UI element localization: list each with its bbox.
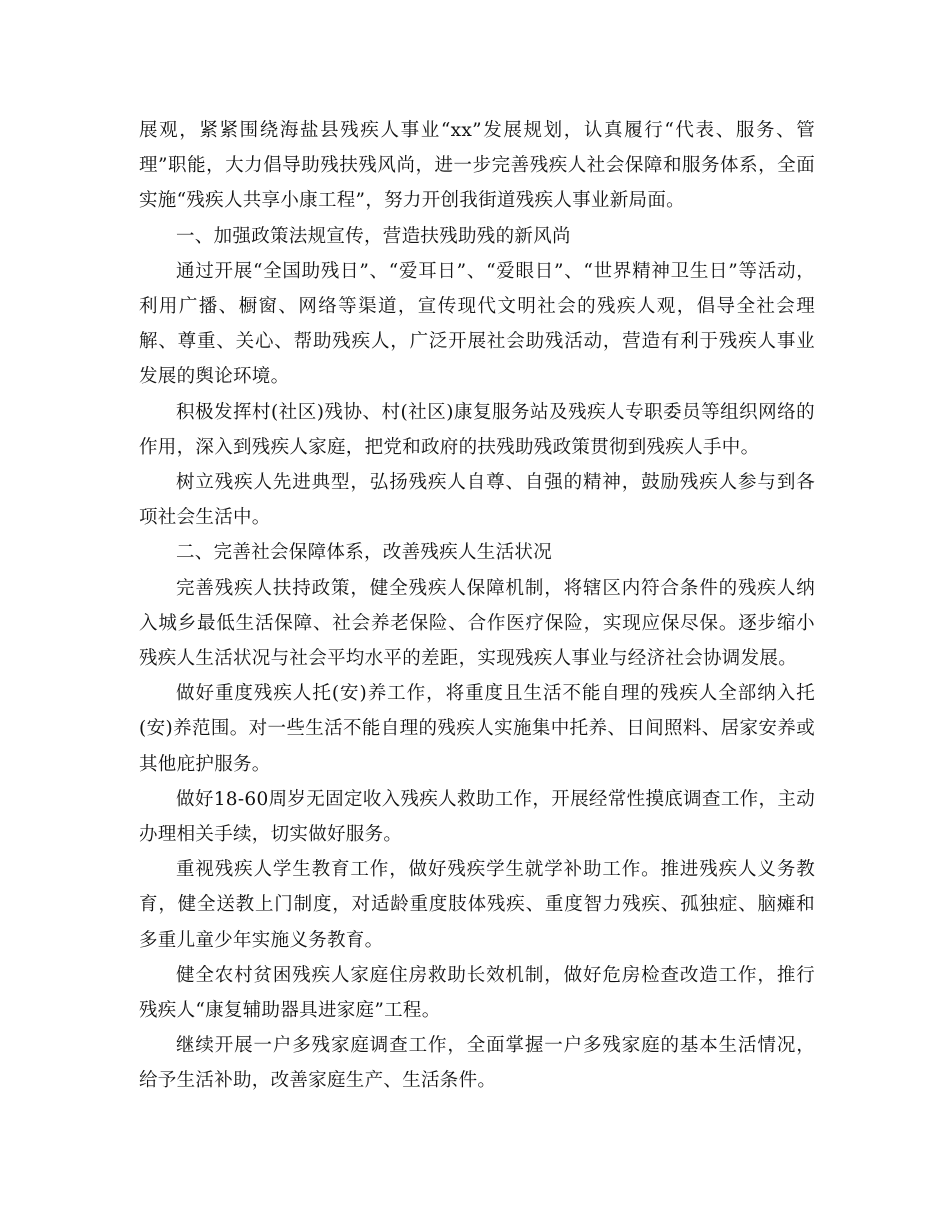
paragraph: 完善残疾人扶持政策，健全残疾人保障机制，将辖区内符合条件的残疾人纳入城乡最低生活保障、社会养老保险、合作医疗保险，实现应保尽保。逐步缩小残疾人生活状况与社会平均水平的差距，实现残疾人事业与经济社会协调发展。 (139, 577, 815, 670)
paragraph-continuation: 展观，紧紧围绕海盐县残疾人事业“xx”发展规划，认真履行“代表、服务、管理”职能，大力倡导助残扶残风尚，进一步完善残疾人社会保障和服务体系，全面实施“残疾人共享小康工程”，努力开创我街道残疾人事业新局面。 (139, 120, 815, 212)
paragraph: 积极发挥村(社区)残协、村(社区)康复服务站及残疾人专职委员等组织网络的作用，深入到残疾人家庭，把党和政府的扶残助残政策贯彻到残疾人手中。 (139, 401, 815, 458)
section-heading-1: 一、加强政策法规宣传，营造扶残助残的新风尚 (176, 225, 571, 247)
section-heading-2: 二、完善社会保障体系，改善残疾人生活状况 (176, 542, 553, 564)
paragraph: 通过开展“全国助残日”、“爱耳日”、“爱眼日”、“世界精神卫生日”等活动，利用广播、橱窗、网络等渠道，宣传现代文明社会的残疾人观，倡导全社会理解、尊重、关心、帮助残疾人，广泛开展社会助残活动，营造有利于残疾人事业发展的舆论环境。 (139, 260, 815, 388)
paragraph: 重视残疾人学生教育工作，做好残疾学生就学补助工作。推进残疾人义务教育，健全送教上门制度，对适龄重度肢体残疾、重度智力残疾、孤独症、脑瘫和多重儿童少年实施义务教育。 (139, 859, 815, 951)
paragraph: 做好18-60周岁无固定收入残疾人救助工作，开展经常性摸底调查工作，主动办理相关手续，切实做好服务。 (139, 788, 815, 846)
paragraph: 继续开展一户多残家庭调查工作，全面掌握一户多残家庭的基本生活情况，给予生活补助，改善家庭生产、生活条件。 (139, 1035, 815, 1092)
paragraph: 树立残疾人先进典型，弘扬残疾人自尊、自强的精神，鼓励残疾人参与到各项社会生活中。 (139, 472, 815, 529)
paragraph: 健全农村贫困残疾人家庭住房救助长效机制，做好危房检查改造工作，推行残疾人“康复辅助器具进家庭”工程。 (139, 964, 815, 1022)
paragraph: 做好重度残疾人托(安)养工作，将重度且生活不能自理的残疾人全部纳入托(安)养范围。对一些生活不能自理的残疾人实施集中托养、日间照料、居家安养或其他庇护服务。 (139, 683, 815, 775)
document-page (139, 113, 815, 1099)
